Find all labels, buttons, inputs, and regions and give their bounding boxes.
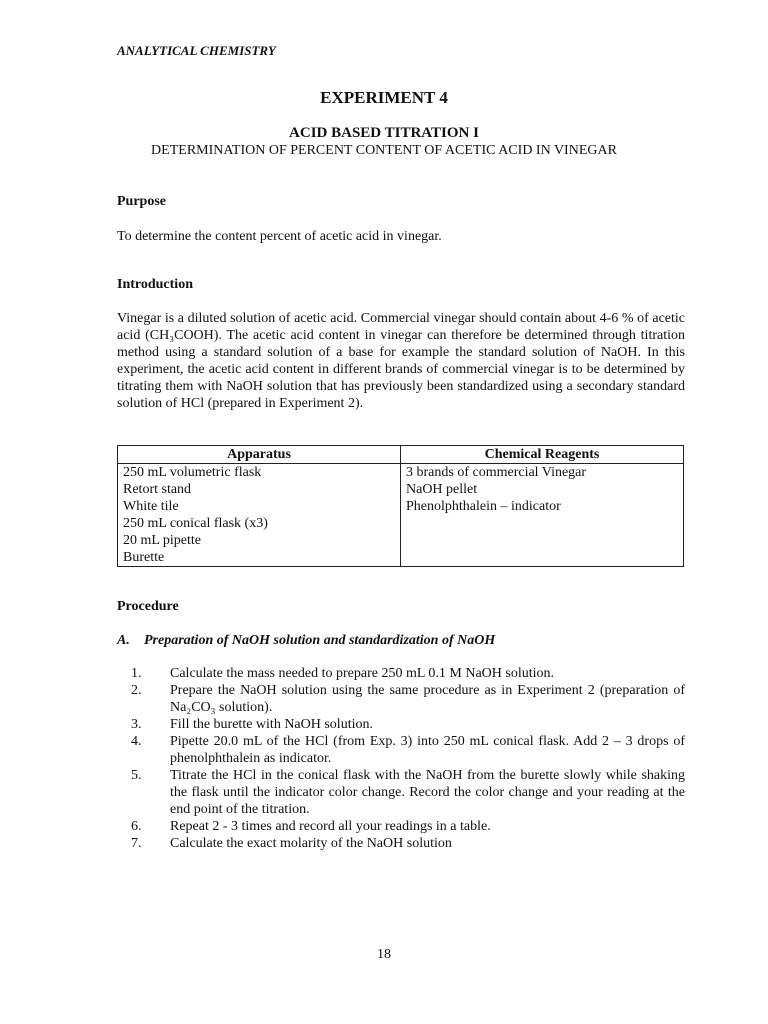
step-number: 2. (131, 683, 142, 698)
step-number: 7. (131, 836, 142, 851)
step-text: Calculate the exact molarity of the NaOH solution (170, 836, 452, 851)
list-item (117, 682, 685, 716)
introduction-text: Vinegar is a diluted solution of acetic acid. Commercial vinegar should contain about 4-6 % of acetic acid (CH₃COOH). The acetic acid content in vinegar can therefore be determined through titration method using a standard solution of a base for example the standard solution of NaOH. In this experiment, the acetic acid content in different brands of commercial vinegar is to be determined by titrating them with NaOH solution that has previously been standardized using a secondary standard solution of HCl (prepared in Experiment 2). (117, 311, 685, 411)
reagent-item: NaOH pellet (406, 482, 478, 497)
list-item (117, 835, 685, 852)
table-row (118, 464, 684, 567)
running-header: ANALYTICAL CHEMISTRY (117, 43, 276, 58)
step-text: Repeat 2 - 3 times and record all your readings in a table. (170, 819, 491, 834)
reagent-item: Phenolphthalein – indicator (406, 499, 561, 514)
list-item (117, 767, 685, 818)
procedure-steps-list (117, 665, 685, 852)
purpose-text: To determine the content percent of acetic acid in vinegar. (117, 229, 442, 244)
section-letter: A. (117, 633, 130, 648)
step-number: 4. (131, 734, 142, 749)
page-number: 18 (377, 947, 391, 962)
apparatus-cell (118, 464, 401, 567)
step-text: Calculate the mass needed to prepare 250 mL 0.1 M NaOH solution. (170, 666, 554, 681)
list-item (117, 818, 685, 835)
table-header-apparatus: Apparatus (118, 446, 401, 464)
table-header-reagents: Chemical Reagents (401, 446, 684, 464)
list-item (117, 665, 685, 682)
reagents-cell (401, 464, 684, 567)
procedure-section-heading (117, 633, 495, 649)
step-number: 6. (131, 819, 142, 834)
step-text: Fill the burette with NaOH solution. (170, 717, 373, 732)
sub-title: DETERMINATION OF PERCENT CONTENT OF ACETIC ACID IN VINEGAR (151, 143, 617, 158)
list-item (117, 733, 685, 767)
apparatus-item: 250 mL conical flask (x3) (123, 516, 268, 531)
step-number: 5. (131, 768, 142, 783)
apparatus-item: 20 mL pipette (123, 533, 202, 548)
apparatus-item: 250 mL volumetric flask (123, 465, 262, 480)
step-text: Titrate the HCl in the conical flask with the NaOH from the burette slowly while shaking the flask until the indicator color change. Record the color change and your reading at the end point of the titration. (170, 768, 685, 817)
section-title: Preparation of NaOH solution and standardization of NaOH (144, 633, 496, 648)
list-item (117, 716, 685, 733)
experiment-title: EXPERIMENT 4 (320, 88, 448, 107)
purpose-heading: Purpose (117, 194, 166, 209)
apparatus-item: Retort stand (123, 482, 192, 497)
main-title: ACID BASED TITRATION I (289, 125, 479, 141)
reagent-item: 3 brands of commercial Vinegar (406, 465, 587, 480)
introduction-heading: Introduction (117, 277, 193, 292)
apparatus-reagents-table (117, 445, 684, 567)
step-number: 3. (131, 717, 142, 732)
step-text: Pipette 20.0 mL of the HCl (from Exp. 3) into 250 mL conical flask. Add 2 – 3 drops of phenolphthalein as indicator. (170, 734, 685, 766)
step-text: Prepare the NaOH solution using the same procedure as in Experiment 2 (preparation of Na₂CO₃ solution). (170, 683, 685, 715)
step-number: 1. (131, 666, 142, 681)
procedure-heading: Procedure (117, 599, 179, 614)
apparatus-item: Burette (123, 550, 165, 565)
apparatus-item: White tile (123, 499, 179, 514)
